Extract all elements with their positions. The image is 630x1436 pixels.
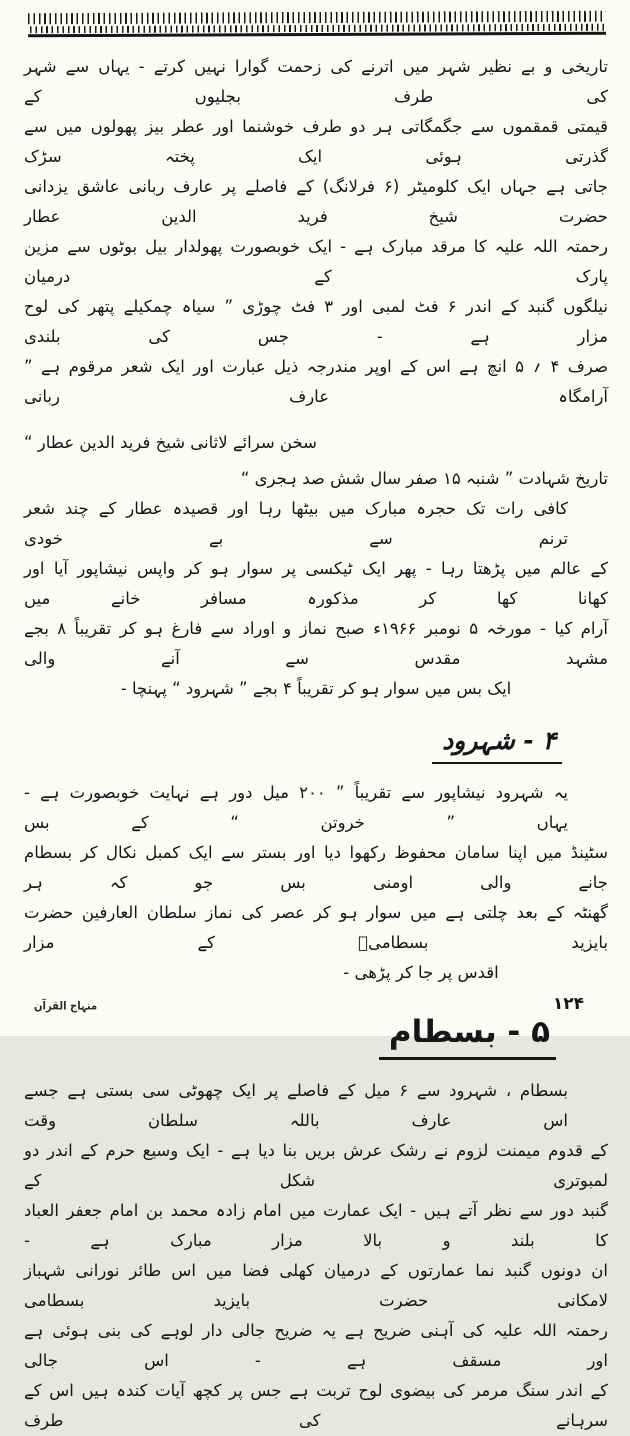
section-heading-bastam xyxy=(24,1014,608,1060)
text-line: کافی رات تک حجرہ مبارک میں بیٹھا رہا اور قصیدہ عطار کے چند شعر ترنم سے بے خودی xyxy=(24,499,568,548)
section-heading-bastam-label: ۵ - بسطام xyxy=(379,1014,556,1060)
martyrdom-date-line: تاریخ شہادت ” شنبہ ۱۵ صفر سال شش صد ہجری “ xyxy=(240,469,608,488)
text-line: کے قدوم میمنت لزوم نے رشک عرش بریں بنا دیا ہے - ایک وسیع حرم کے اندر دو لمبوتری شکل کے xyxy=(24,1141,608,1190)
text-line: رحمتہ اللہ علیہ کی آہنی ضریح ہے یہ ضریح جالی دار لوہے کی بنی ہوئی ہے اور مسقف ہے - اس جالی xyxy=(24,1321,608,1370)
publisher-stamp: منہاج القرآن xyxy=(34,1000,98,1013)
page-footer xyxy=(0,988,630,1018)
page-number: ۱۲۴ xyxy=(552,994,584,1014)
text-line: کے اندر سنگ مرمر کی بیضوی لوح تربت ہے جس پر کچھ آیات کندہ ہیں اس کے سرہانے کی طرف xyxy=(24,1381,608,1430)
section-heading-shahrood xyxy=(24,726,608,764)
text-line: صرف ۴ ؍ ۵ انچ ہے اس کے اوپر مندرجہ ذیل عبارت اور ایک شعر مرقوم ہے ” آرامگاہ عارف ربانی xyxy=(24,357,608,406)
text-line: گنبد دور سے نظر آتے ہیں - ایک عمارت میں امام زادہ محمد بن امام جعفر العباد کا بلند و بالا مزار مبارک ہے - xyxy=(24,1201,608,1250)
decorative-hatched-border xyxy=(28,11,606,38)
spacer xyxy=(24,36,608,52)
journey-paragraph xyxy=(24,494,608,704)
text-line: گھنٹہ کے بعد چلتی ہے میں سوار ہو کر عصر کی نماز سلطان العارفین حضرت بایزید بسطامیؒ کے مزار xyxy=(24,903,608,952)
shahrood-paragraph xyxy=(24,778,608,988)
inscription-verse-line: سخن سرائے لاثانی شیخ فرید الدین عطار “ xyxy=(24,433,317,452)
section-heading-shahrood-label: ۴ - شہرود xyxy=(432,726,562,764)
text-line: کے عالم میں پڑھتا رہا - پھر ایک ٹیکسی پر سوار ہو کر واپس نیشاپور آیا اور کھانا کھا کر مذکورہ مسافر خانے میں xyxy=(24,559,608,608)
bastam-paragraph xyxy=(24,1076,608,1436)
text-line: سٹینڈ میں اپنا سامان محفوظ رکھوا دیا اور بستر سے ایک کمبل نکال کر بسطام جانے والی اومنی بس جو کہ ہر xyxy=(24,843,608,892)
text-line: یہ شہرود نیشاپور سے تقریباً ” ۲۰۰ میل دور ہے نہایت خوبصورت ہے - یہاں ” خروتن “ کے بس xyxy=(24,783,569,832)
text-line: نیلگوں گنبد کے اندر ۶ فٹ لمبی اور ۳ فٹ چوڑی ” سیاہ چمکیلے پتھر کی لوح مزار ہے - جس کی بلندی xyxy=(24,297,608,346)
text-line: قیمتی قمقموں سے جگمگاتی ہر دو طرف خوشنما اور عطر بیز پھولوں میں سے گذرتی ہوئی ایک پختہ سڑک xyxy=(24,117,608,166)
text-line: جاتی ہے جہاں ایک کلومیٹر (۶ فرلانگ) کے فاصلے پر عارف ربانی عاشق یزدانی حضرت شیخ فرید الدین عطار xyxy=(24,177,608,226)
text-line: ایک بس میں سوار ہو کر تقریباً ۴ بجے ” شہرود “ پہنچا - xyxy=(120,679,512,698)
spacer xyxy=(24,412,608,428)
text-line: اقدس پر جا کر پڑھی - xyxy=(343,963,499,982)
text-line: آرام کیا - مورخہ ۵ نومبر ۱۹۶۶ء صبح نماز و اوراد سے فارغ ہو کر تقریباً ۸ بجے مشہد مقدس سے آنے والی xyxy=(24,619,608,668)
text-line: بسطام ، شہرود سے ۶ میل کے فاصلے پر ایک چھوٹی سی بستی ہے جسے اس عارف باللہ سلطان وقت xyxy=(24,1081,568,1130)
text-line: تاریخی و بے نظیر شہر میں اترنے کی زحمت گوارا نہیں کرتے - یہاں سے شہر کی طرف بجلیوں کے xyxy=(24,57,608,106)
intro-paragraph xyxy=(24,52,608,494)
text-line: ان دونوں گنبد نما عمارتوں کے درمیان کھلی فضا میں اس طائر نورانی شہباز لامکانی حضرت بایزید بسطامی xyxy=(24,1261,608,1310)
text-line: رحمتہ اللہ علیہ کا مرقد مبارک ہے - ایک خوبصورت پھولدار بیل بوٹوں سے مزین پارک کے درمیان xyxy=(24,237,608,286)
